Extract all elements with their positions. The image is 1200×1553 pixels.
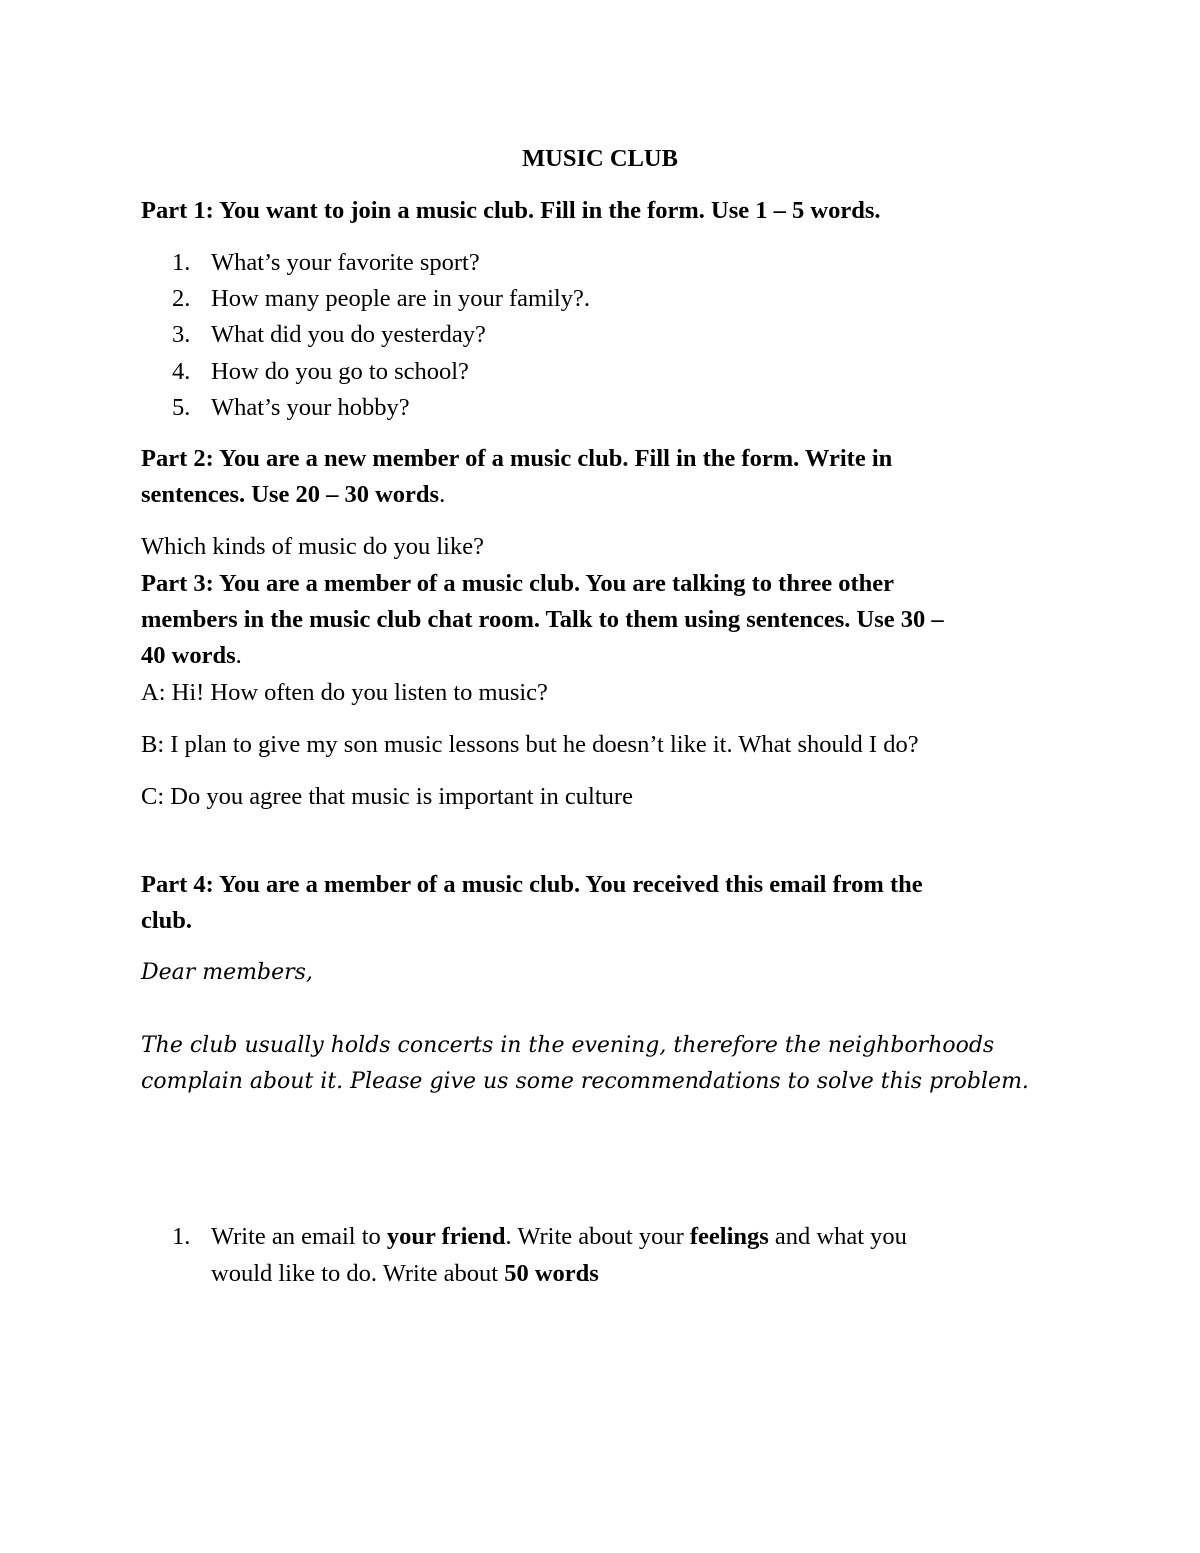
task-line1 (211, 1222, 907, 1252)
part2-heading-line2 (141, 480, 445, 510)
part3-heading-line1: Part 3: You are a member of a music club. You are talking to three other (141, 570, 895, 597)
part3-message-b: B: I plan to give my son music lessons but he doesn’t like it. What should I do? (141, 731, 919, 758)
part2-heading-line2-period: . (439, 481, 446, 508)
task-text-your-friend: your friend (386, 1223, 506, 1250)
task-text-6: would like to do. Write about (211, 1260, 505, 1287)
part4-heading-line1: Part 4: You are a member of a music club. You received this email from the (141, 871, 923, 898)
part3-heading-line3-period: . (235, 642, 242, 669)
task-text-word-count: 50 words (504, 1260, 599, 1287)
part3-heading-line2: members in the music club chat room. Talk to them using sentences. Use 30 – (141, 606, 944, 633)
part2-heading-line1: Part 2: You are a new member of a music club. Fill in the form. Write in (141, 445, 893, 472)
part3-heading-line3-bold: 40 words (141, 642, 236, 669)
part1-q5-number: 5. (172, 394, 191, 421)
part1-q1-number: 1. (172, 249, 191, 276)
part1-heading: Part 1: You want to join a music club. Fill in the form. Use 1 – 5 words. (141, 197, 881, 224)
part4-heading-line2: club. (141, 907, 193, 934)
task-line2 (211, 1259, 599, 1289)
part1-q2-number: 2. (172, 285, 191, 312)
part1-q3-number: 3. (172, 321, 191, 348)
page-title: MUSIC CLUB (522, 145, 678, 172)
part1-q5-text: What’s your hobby? (211, 394, 410, 421)
part1-q4-text: How do you go to school? (211, 358, 469, 385)
part3-heading-line3 (141, 641, 242, 671)
email-body-line1: The club usually holds concerts in the evening, therefore the neighborhoods (141, 1033, 995, 1058)
part1-q1-text: What’s your favorite sport? (211, 249, 480, 276)
part1-q3-text: What did you do yesterday? (211, 321, 486, 348)
email-body-line2: complain about it. Please give us some recommendations to solve this problem. (141, 1069, 1029, 1094)
email-greeting: Dear members, (141, 960, 313, 985)
task-text-3: . Write about your (505, 1223, 690, 1250)
part2-heading-line2-bold: sentences. Use 20 – 30 words (141, 481, 440, 508)
part3-message-a: A: Hi! How often do you listen to music? (141, 679, 548, 706)
part3-message-c: C: Do you agree that music is important in culture (141, 783, 633, 810)
part2-question: Which kinds of music do you like? (141, 533, 484, 560)
part1-q2-text: How many people are in your family?. (211, 285, 590, 312)
task-text-5: and what you (768, 1223, 907, 1250)
part1-q4-number: 4. (172, 358, 191, 385)
task-text-1: Write an email to (211, 1223, 387, 1250)
task-number: 1. (172, 1223, 191, 1250)
task-text-feelings: feelings (689, 1223, 769, 1250)
